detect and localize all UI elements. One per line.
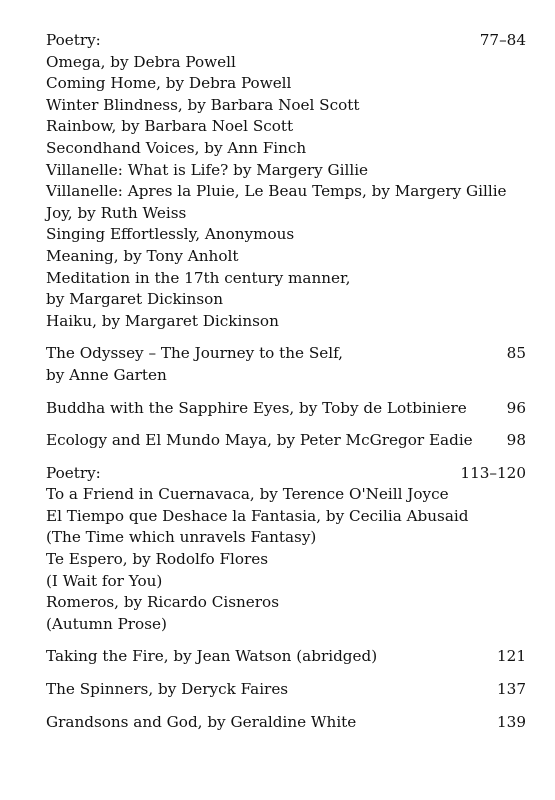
toc-entry-header xyxy=(46,343,526,365)
toc-line: Meditation in the 17th century manner, xyxy=(46,268,351,287)
toc-entry-title: Poetry: xyxy=(46,31,101,49)
toc-entry-title: The Spinners, by Deryck Faires xyxy=(46,680,289,699)
toc-entry-header xyxy=(46,679,526,701)
toc-line: Meaning, by Tony Anholt xyxy=(46,246,239,265)
toc-entry-title: Ecology and El Mundo Maya, by Peter McGregor Eadie xyxy=(46,431,473,450)
toc-entry-header xyxy=(46,712,526,734)
toc-line: Coming Home, by Debra Powell xyxy=(46,74,292,93)
toc-entry-title: The Odyssey – The Journey to the Self, xyxy=(46,344,343,363)
table-of-contents xyxy=(46,30,526,733)
toc-entry xyxy=(46,646,526,668)
toc-line: by Anne Garten xyxy=(46,365,167,384)
toc-line: by Margaret Dickinson xyxy=(46,290,224,309)
toc-entry-header xyxy=(46,30,526,52)
toc-line: Villanelle: Apres la Pluie, Le Beau Temps, by Margery Gillie xyxy=(46,182,507,201)
toc-line: (Autumn Prose) xyxy=(46,614,167,633)
toc-line: Villanelle: What is Life? by Margery Gillie xyxy=(46,160,369,179)
toc-entry-header xyxy=(46,463,526,485)
toc-line: Winter Blindness, by Barbara Noel Scott xyxy=(46,95,360,114)
toc-entry xyxy=(46,30,526,332)
toc-entry-page: 98 xyxy=(506,431,526,450)
toc-entry-header xyxy=(46,430,526,452)
toc-entry-title: Poetry: xyxy=(46,463,101,482)
toc-entry-page: 85 xyxy=(506,344,526,363)
toc-line: Rainbow, by Barbara Noel Scott xyxy=(46,117,294,136)
toc-entry-title: Taking the Fire, by Jean Watson (abridged) xyxy=(46,647,378,666)
toc-entry-page: 77–84 xyxy=(479,31,526,49)
toc-entry xyxy=(46,679,526,701)
toc-entry xyxy=(46,463,526,636)
toc-entry-title: Buddha with the Sapphire Eyes, by Toby de Lotbiniere xyxy=(46,398,467,417)
toc-line: Omega, by Debra Powell xyxy=(46,52,236,71)
toc-entry-page: 96 xyxy=(506,398,526,417)
toc-line: Haiku, by Margaret Dickinson xyxy=(46,311,279,330)
toc-entry-header xyxy=(46,398,526,420)
toc-entry-title: Grandsons and God, by Geraldine White xyxy=(46,712,357,731)
toc-entry xyxy=(46,343,526,386)
toc-entry-page: 139 xyxy=(497,712,526,731)
toc-entry-page: 137 xyxy=(497,680,526,699)
toc-line: (The Time which unravels Fantasy) xyxy=(46,528,317,547)
toc-entry xyxy=(46,712,526,734)
toc-line: Romeros, by Ricardo Cisneros xyxy=(46,593,279,612)
toc-line: (I Wait for You) xyxy=(46,571,163,590)
toc-line: Secondhand Voices, by Ann Finch xyxy=(46,138,307,157)
toc-entry xyxy=(46,430,526,452)
toc-entry xyxy=(46,398,526,420)
toc-line: To a Friend in Cuernavaca, by Terence O'Neill Joyce xyxy=(46,485,449,504)
toc-line: Singing Effortlessly, Anonymous xyxy=(46,225,295,244)
toc-entry-header xyxy=(46,646,526,668)
toc-line: El Tiempo que Deshace la Fantasia, by Cecilia Abusaid xyxy=(46,506,469,525)
toc-entry-page: 113–120 xyxy=(460,463,526,482)
toc-entry-page: 121 xyxy=(497,647,526,666)
toc-line: Joy, by Ruth Weiss xyxy=(46,203,187,222)
toc-line: Te Espero, by Rodolfo Flores xyxy=(46,550,269,569)
